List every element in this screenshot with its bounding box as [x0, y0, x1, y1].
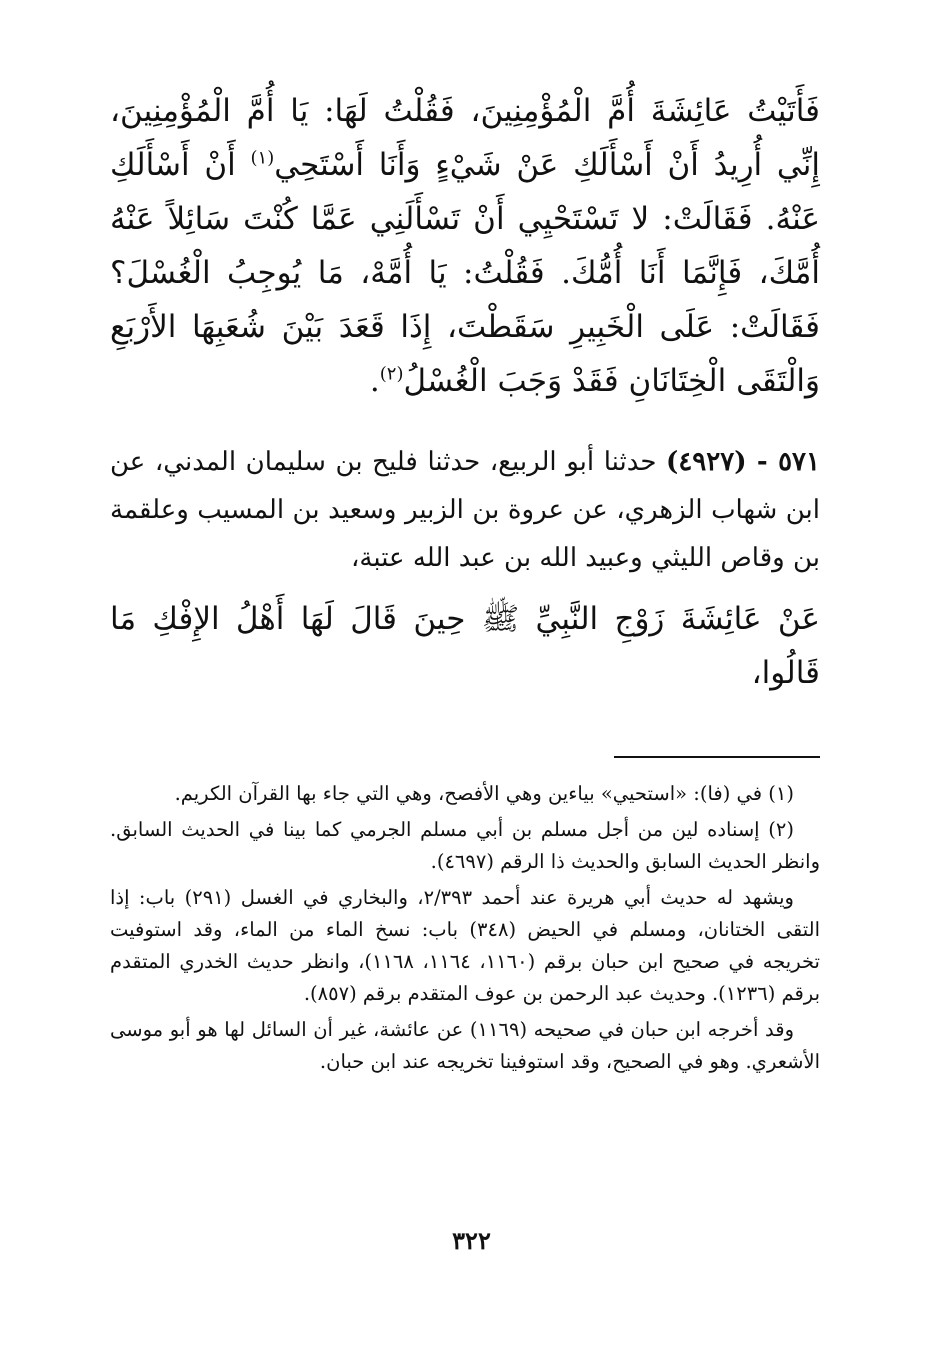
main-text-part3: .: [369, 363, 380, 399]
footnote-2-continued-2: وقد أخرجه ابن حبان في صحيحه (١١٦٩) عن عائشة، غير أن السائل لها هو أبو موسى الأشعري. وهو في الصحيح، وقد استوفينا تخريجه عند ابن حبان.: [110, 1018, 820, 1073]
hadith-chain: حدثنا أبو الربيع، حدثنا فليح بن سليمان المدني، عن ابن شهاب الزهري، عن عروة بن الزبير وسعيد بن المسيب وعلقمة بن وقاص الليثي وعبيد الله بن عبد الله عتبة،: [110, 447, 820, 573]
main-text: [110, 84, 820, 408]
hadith-matn: عَنْ عَائِشَةَ زَوْجِ النَّبِيِّ ﷺ حِينَ قَالَ لَهَا أَهْلُ الإِفْكِ مَا قَالُوا،: [110, 601, 820, 691]
footnote-1: (١) في (فا): «استحيي» بياءين وهي الأفصح، وهي التي جاء بها القرآن الكريم.: [174, 782, 794, 805]
footnote-2: (٢) إسناده لين من أجل مسلم بن أبي مسلم الجرمي كما بينا في الحديث السابق. وانظر الحديث السابق والحديث ذا الرقم (٤٦٩٧).: [110, 818, 820, 873]
footnote-2-continued: ويشهد له حديث أبي هريرة عند أحمد ٢/٣٩٣، والبخاري في الغسل (٢٩١) باب: إذا التقى الختانان، ومسلم في الحيض (٣٤٨) باب: نسخ الماء من الماء، وقد استوفيت تخريجه في صحيح ابن حبان برقم (١١٦٠، ١١٦٤، ١١٦٨)، وانظر حديث الخدري المتقدم برقم (١٢٣٦). وحديث عبد الرحمن بن عوف المتقدم برقم (٨٥٧).: [110, 886, 820, 1005]
hadith-number: ٥٧١ - (٤٩٢٧): [666, 447, 820, 477]
footnote-marker-2: (٢): [379, 363, 404, 385]
footnotes: [110, 778, 820, 1078]
main-text-part1: فَأَتَيْتُ عَائِشَةَ أُمَّ الْمُؤْمِنِينَ، فَقُلْتُ لَهَا: يَا أُمَّ الْمُؤْمِنِينَ، إِنِّي أُرِيدُ أَنْ أَسْأَلَكِ عَنْ شَيْءٍ وَأَنَا أَسْتَحِي: [110, 93, 820, 183]
page-body: [110, 84, 820, 1082]
hadith-isnad: [110, 438, 820, 582]
main-text-part2: أَنْ أَسْأَلَكِ عَنْهُ. فَقَالَتْ: لا تَسْتَحْيِي أَنْ تَسْأَلَنِي عَمَّا كُنْتَ سَائِلاً عَنْهُ أُمَّكَ، فَإِنَّمَا أَنَا أُمُّكَ. فَقُلْتُ: يَا أُمَّهْ، مَا يُوجِبُ الْغُسْلَ؟ فَقَالَتْ: عَلَى الْخَبِيرِ سَقَطْتَ، إِذَا قَعَدَ بَيْنَ شُعَبِهَا الأَرْبَعِ وَالْتَقَى الْخِتَانَانِ فَقَدْ وَجَبَ الْغُسْلُ: [110, 147, 820, 399]
footnote-divider: [614, 756, 820, 758]
page-number: ٣٢٢: [452, 1226, 491, 1255]
footnote-marker-1: (١): [250, 147, 275, 169]
